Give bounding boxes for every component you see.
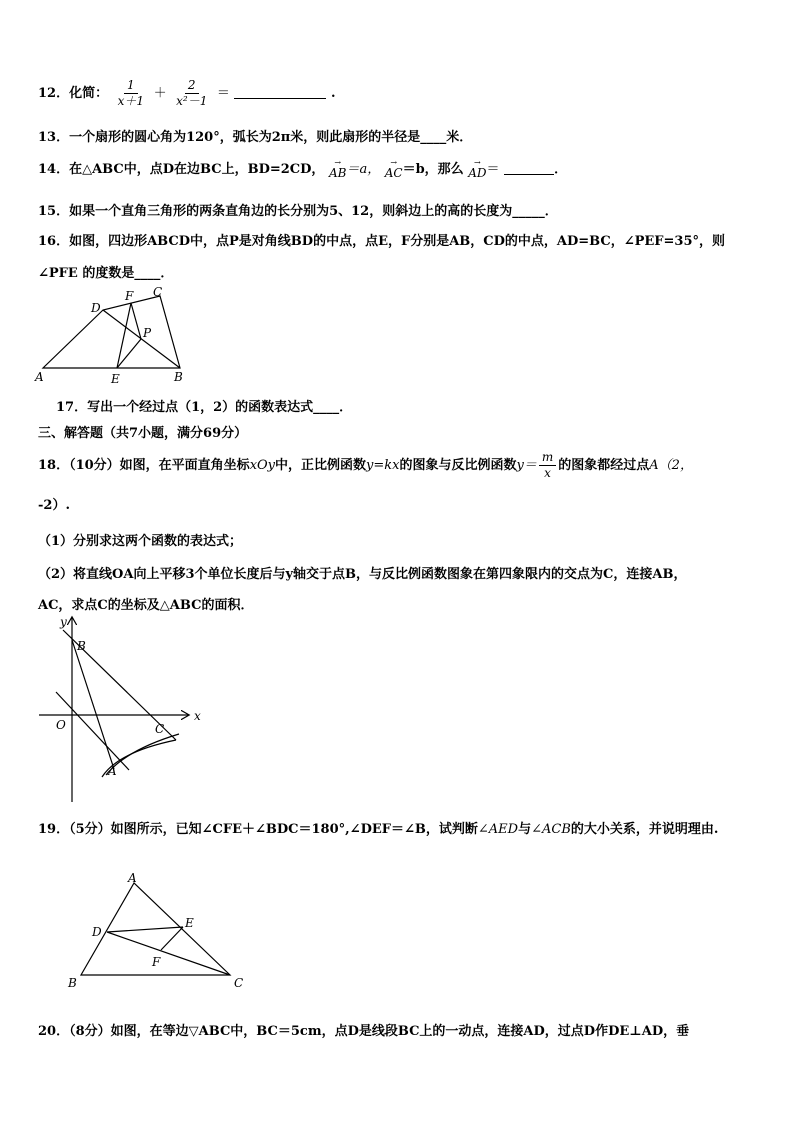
label-f: F <box>125 289 134 303</box>
label-b: B <box>77 639 86 653</box>
question-19 <box>38 818 718 837</box>
question-14 <box>38 158 567 180</box>
q19-text-c: 与 <box>518 822 532 837</box>
q18-text-e: 的图象与反比例函数 <box>399 458 517 473</box>
q18-text-b: xOy <box>249 458 276 473</box>
hyperbola-arc-2 <box>106 734 179 775</box>
label-a: A <box>108 764 117 778</box>
q12-frac2-numerator: 2 <box>185 78 199 94</box>
section-3-heading: 三、解答题（共7小题，满分69分） <box>38 426 248 441</box>
q14-vector-ac-label: AC <box>384 166 403 180</box>
label-d: D <box>92 925 102 939</box>
q18-fraction <box>539 450 556 481</box>
label-p: P <box>143 326 152 340</box>
q14-eq: ＝ <box>486 162 500 177</box>
q19-text-b: ∠AED <box>477 822 519 837</box>
vector-arrow-icon: → <box>334 158 342 167</box>
segment-de <box>107 927 183 932</box>
q14-eq-b: ＝b，那么 <box>402 162 464 177</box>
label-c: C <box>155 722 165 736</box>
q18-text-d: y=kx <box>366 458 400 473</box>
q19-text-a: 19．（5分）如图所示，已知∠CFE＋∠BDC＝180°,∠DEF＝∠B，试判断 <box>38 822 478 837</box>
q12-frac1-numerator: 1 <box>124 78 138 94</box>
q14-vector-ad <box>468 159 486 180</box>
label-o: O <box>56 718 66 732</box>
q18-frac-numerator: m <box>539 450 556 466</box>
q14-prefix: 14．在△ABC中，点D在边BC上，BD=2CD， <box>38 162 325 177</box>
question-12 <box>38 78 335 109</box>
question-13: 13．一个扇形的圆心角为120°，弧长为2π米，则此扇形的半径是____米． <box>38 130 473 145</box>
q18-text-f: y＝ <box>516 458 537 473</box>
label-e: E <box>111 372 120 386</box>
q12-plus: ＋ <box>153 86 167 101</box>
question-18-line-2: -2）. <box>38 498 70 513</box>
question-20: 20．（8分）如图，在等边▽ABC中，BC＝5cm，点D是线段BC上的一动点，连接AD，过点D作DE⊥AD，垂 <box>38 1024 690 1039</box>
q18-text-h: A（2， <box>649 458 693 473</box>
q18-frac-denominator: x <box>544 466 551 480</box>
label-c: C <box>153 286 163 299</box>
q12-end: . <box>330 86 336 101</box>
segment-dc <box>107 932 230 975</box>
q18-text-c: 中，正比例函数 <box>275 458 367 473</box>
question-18-line-1 <box>38 450 693 481</box>
question-18-sub-2-line-1: （2）将直线OA向上平移3个单位长度后与y轴交于点B，与反比例函数图象在第四象限内的交点为C，连接AB， <box>38 567 687 582</box>
vector-arrow-icon: → <box>474 158 481 167</box>
q12-fraction-1 <box>115 78 147 109</box>
label-a: A <box>35 370 44 384</box>
label-b: B <box>68 976 77 990</box>
label-b: B <box>174 370 183 384</box>
question-18-sub-2-line-2: AC，求点C的坐标及△ABC的面积． <box>38 598 254 613</box>
q14-vector-ac <box>385 159 403 180</box>
quadrilateral-abcd <box>43 296 180 368</box>
segment-ef <box>161 927 183 950</box>
q18-text-a: 18．（10分）如图，在平面直角坐标 <box>38 458 250 473</box>
segment-fp <box>131 303 141 339</box>
figure-q18-coordinate <box>36 612 216 808</box>
label-f: F <box>152 955 161 969</box>
q12-equals: ＝ <box>216 86 230 101</box>
q18-text-g: 的图象都经过点 <box>558 458 650 473</box>
segment-fe <box>117 303 131 368</box>
figure-q19-triangle <box>64 870 256 990</box>
figure-q16-quadrilateral <box>34 286 194 386</box>
question-17: 17．写出一个经过点（1，2）的函数表达式____． <box>56 400 353 415</box>
question-16-line-2: ∠PFE 的度数是____． <box>38 266 174 281</box>
q12-fraction-2 <box>173 78 210 109</box>
vector-arrow-icon: → <box>390 158 398 167</box>
question-18-sub-1: （1）分别求这两个函数的表达式； <box>38 534 243 549</box>
q14-vector-ab <box>329 159 346 180</box>
q12-prefix: 12．化简： <box>38 86 109 101</box>
question-16-line-1: 16．如图，四边形ABCD中，点P是对角线BD的中点，点E，F分别是AB，CD的中点，AD=BC，∠PEF=35°，则 <box>38 234 726 249</box>
q19-text-e: 的大小关系，并说明理由. <box>570 822 719 837</box>
label-a: A <box>128 871 137 885</box>
q14-vector-ad-label: AD <box>468 166 487 180</box>
question-15: 15．如果一个直角三角形的两条直角边的长分别为5、12，则斜边上的高的长度为_____． <box>38 204 558 219</box>
diagonal-bd <box>103 310 180 368</box>
label-d: D <box>91 301 101 315</box>
q12-frac2-denominator: x²－1 <box>176 94 208 108</box>
q14-eq-a: ＝a， <box>346 162 381 177</box>
q19-text-d: ∠ACB <box>531 822 571 837</box>
label-x: x <box>194 709 201 723</box>
label-c: C <box>234 976 244 990</box>
q12-frac1-denominator: x＋1 <box>117 94 145 108</box>
q14-vector-ab-label: AB <box>328 166 347 180</box>
q14-answer-blank <box>504 162 554 175</box>
q14-end: ． <box>554 162 568 177</box>
label-e: E <box>185 916 194 930</box>
label-y: y <box>60 615 67 629</box>
q12-answer-blank <box>234 86 326 99</box>
